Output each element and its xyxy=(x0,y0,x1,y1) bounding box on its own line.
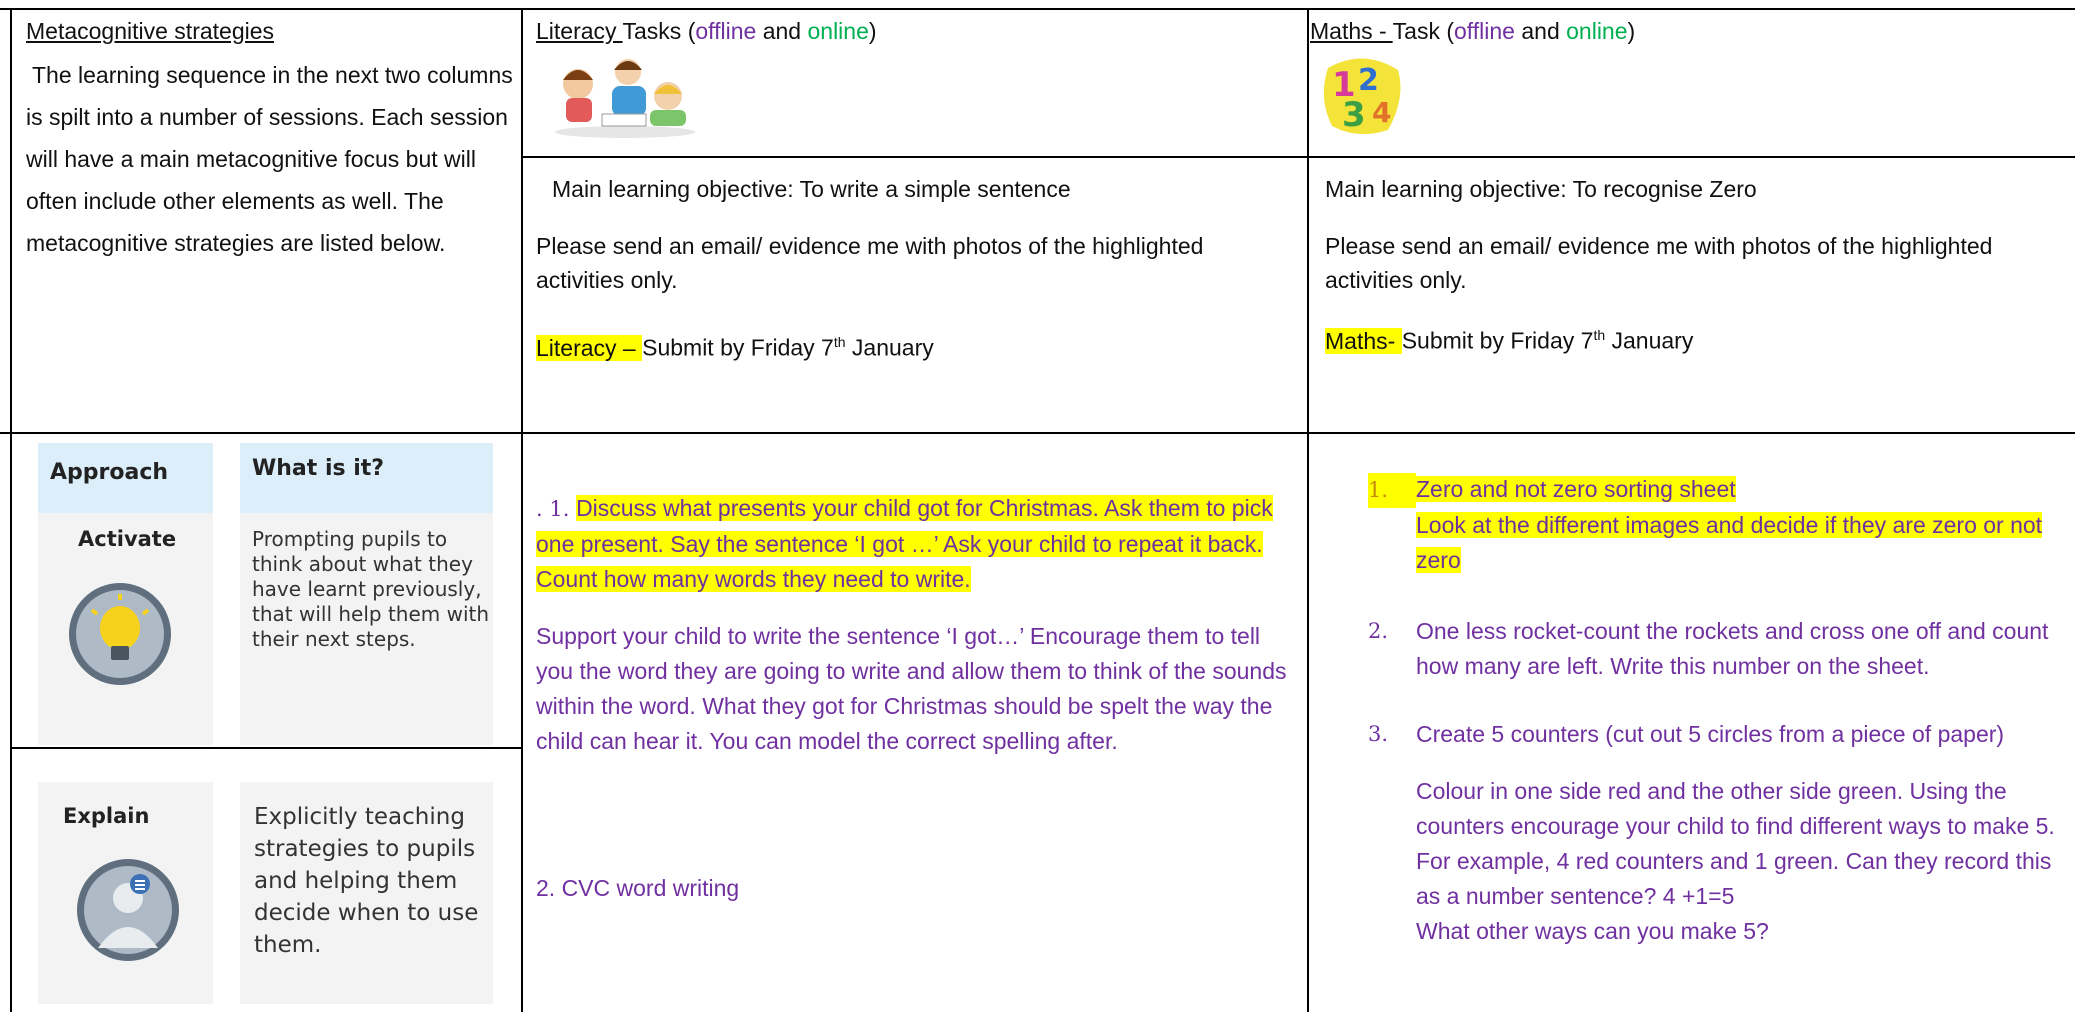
maths-heading-rest: Task ( xyxy=(1392,18,1454,44)
literacy-submit-end: January xyxy=(845,334,934,361)
children-reading-image xyxy=(550,50,700,142)
metacognitive-intro xyxy=(26,54,516,264)
literacy-task-2-text: 2. CVC word writing xyxy=(536,875,740,901)
strategy-name-activate: Activate xyxy=(78,527,177,551)
maths-task-3-title: Create 5 counters (cut out 5 circles from a piece of paper) xyxy=(1416,721,2005,747)
row-divider-tasks xyxy=(0,432,2075,434)
maths-heading-underlined: Maths - xyxy=(1310,18,1393,44)
strategy-divider xyxy=(10,747,522,749)
literacy-submit-sup: th xyxy=(833,334,846,350)
strategy-name-explain: Explain xyxy=(63,804,150,828)
maths-submit-text: Submit by Friday 7 xyxy=(1401,327,1594,354)
maths-email-note-text: Please send an email/ evidence me with photos of the highlighted activities only. xyxy=(1325,233,1993,293)
maths-task-1 xyxy=(1368,472,2068,578)
literacy-submit xyxy=(536,325,934,365)
svg-text:1: 1 xyxy=(1332,65,1356,105)
literacy-email-note-text: Please send an email/ evidence me with photos of the highlighted activities only. xyxy=(536,233,1204,293)
metacognitive-heading xyxy=(26,14,274,48)
maths-objective-text: Main learning objective: To recognise Zero xyxy=(1325,176,1757,202)
literacy-submit-label: Literacy – xyxy=(536,334,643,361)
svg-text:2: 2 xyxy=(1358,63,1379,98)
literacy-support-text: Support your child to write the sentence ‘I got…’ Encourage them to tell you the word they are going to write and allow them to think of the sounds within the word. What they got for Christmas should be spelt the way the child can hear it. You can model the correct spelling after. xyxy=(536,623,1287,754)
literacy-task-2 xyxy=(536,871,739,905)
maths-submit xyxy=(1325,318,1693,358)
maths-heading xyxy=(1310,14,1635,48)
maths-online: online xyxy=(1566,18,1628,44)
what-header: What is it? xyxy=(252,456,385,481)
maths-close: ) xyxy=(1627,18,1636,44)
maths-task-3-num: 3. xyxy=(1368,722,1389,746)
maths-task-2-title: One less rocket-count the rockets and cross one off and count how many are left. Write this number on the sheet. xyxy=(1416,618,2049,679)
maths-email-note xyxy=(1325,229,2070,297)
literacy-objective xyxy=(552,172,1071,206)
maths-offline: offline xyxy=(1454,18,1515,44)
strategy-desc-activate: Prompting pupils to think about what they have learnt previously, that will help them with their next steps. xyxy=(252,527,490,651)
table-left-border xyxy=(10,8,12,1012)
column-divider-2 xyxy=(1307,8,1309,1012)
column-divider-1 xyxy=(521,8,523,1012)
maths-and: and xyxy=(1514,18,1567,44)
maths-task-2-num: 2. xyxy=(1368,619,1389,643)
literacy-heading xyxy=(536,14,877,48)
literacy-objective-text: Main learning objective: To write a simple sentence xyxy=(552,176,1071,202)
maths-task-1-num: 1. xyxy=(1368,473,1416,508)
maths-submit-sup: th xyxy=(1593,327,1606,343)
metacognitive-heading-text: Metacognitive strategies xyxy=(26,18,275,44)
maths-task-1-title: Zero and not zero sorting sheet xyxy=(1416,476,1736,502)
strategy-desc-explain: Explicitly teaching strategies to pupils and helping them decide when to use them. xyxy=(254,804,479,958)
literacy-support xyxy=(536,619,1298,759)
maths-task-1-detail: Look at the different images and decide if they are zero or not zero xyxy=(1416,512,2043,573)
svg-text:4: 4 xyxy=(1372,96,1392,129)
person-speech-icon xyxy=(74,856,182,964)
maths-task-3-extra: What other ways can you make 5? xyxy=(1416,918,1769,944)
literacy-offline: offline xyxy=(695,18,757,44)
maths-submit-label: Maths- xyxy=(1325,327,1402,354)
maths-task-3 xyxy=(1368,717,2068,949)
numbers-clipart-image xyxy=(1318,48,1408,140)
maths-submit-end: January xyxy=(1605,327,1694,354)
maths-objective xyxy=(1325,172,1757,206)
maths-task-3-detail: Colour in one side red and the other side green. Using the counters encourage your child to find different ways to make 5. For example, 4 red counters and 1 green. Can they record this as a number sentence? 4 +1=5 xyxy=(1416,778,2055,909)
metacognitive-intro-text: The learning sequence in the next two columns is spilt into a number of sessions. Each session will have a main metacognitive focus but will often include other elements as well. The metacognitive strategies are listed below. xyxy=(26,62,513,256)
literacy-heading-underlined: Literacy xyxy=(536,18,623,44)
literacy-and: and xyxy=(756,18,808,44)
literacy-heading-rest: Tasks ( xyxy=(622,18,696,44)
literacy-online: online xyxy=(807,18,869,44)
approach-header: Approach xyxy=(50,460,169,485)
row-divider-header xyxy=(522,156,2075,158)
literacy-close: ) xyxy=(868,18,877,44)
lightbulb-icon xyxy=(66,580,174,688)
literacy-email-note xyxy=(536,229,1296,297)
table-top-border xyxy=(0,8,2075,10)
svg-text:3: 3 xyxy=(1342,95,1366,135)
literacy-task-1 xyxy=(536,491,1296,597)
literacy-task-1-text: Discuss what presents your child got for Christmas. Ask them to pick one present. Say the sentence ‘I got …’ Ask your child to repeat it back. Count how many words they need to write. xyxy=(536,495,1273,592)
literacy-submit-text: Submit by Friday 7 xyxy=(642,334,834,361)
literacy-task-1-prefix: . 1. xyxy=(536,497,577,521)
maths-task-2 xyxy=(1368,614,2068,684)
